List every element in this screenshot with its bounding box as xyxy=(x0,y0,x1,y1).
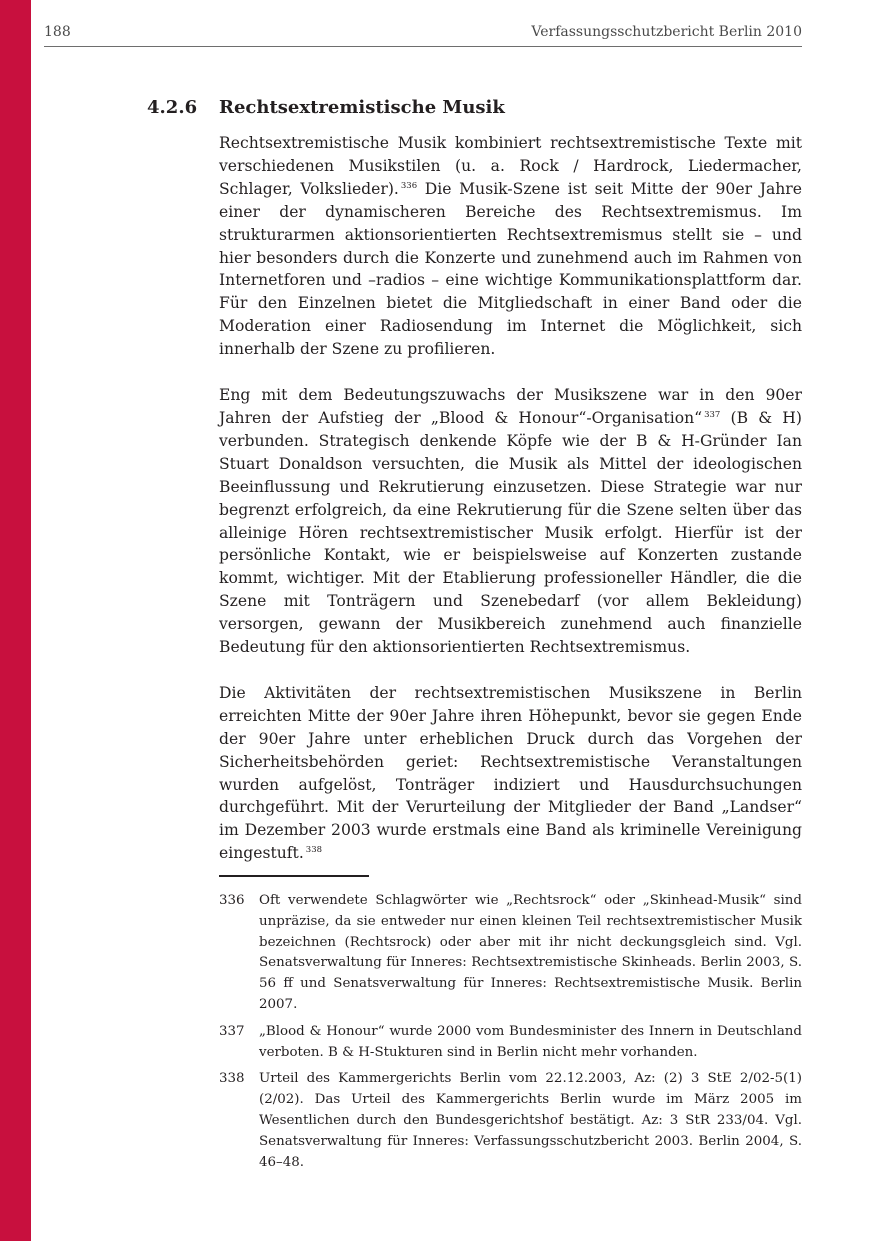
footnote-number: 337 xyxy=(219,1023,245,1039)
paragraph-1: Rechtsextremistische Musik kombiniert rechtsextremistische Texte mit verschiedenen Musikstilen (u. a. Rock / Hardrock, Liedermacher, Schlager, Volkslieder). $^{336}$ Die Musik-Szene ist seit Mitte der 90er Jahre einer der dynamischeren Bereiche des Rechtsextremismus. Im strukturarmen aktionsorientierten Rechtsextremismus stellt sie – und hier besonders durch die Konzerte und zunehmend auch im Rahmen von Internetforen und –radios – eine wichtige Kommunikationsplattform dar. Für den Einzelnen bietet die Mitgliedschaft in einer Band oder die Moderation einer Radiosendung im Internet die Möglichkeit, sich innerhalb der Szene zu profilieren. xyxy=(219,134,802,359)
paragraph-3: Die Aktivitäten der rechtsextremistischen Musikszene in Berlin erreichten Mitte der 90er Jahre ihren Höhepunkt, bevor sie gegen Ende der 90er Jahre unter erheblichen Druck durch das Vorgehen der Sicherheitsbehörden geriet: Rechtsextremistische Veranstaltungen wurden aufgelöst, Tonträger indiziert und Hausdurchsuchungen durchgeführt. Mit der Verurteilung der Mitglieder der Band „Landser“ im Dezember 2003 wurde erstmals eine Band als kriminelle Vereinigung eingestuft. $^{338}$ xyxy=(219,683,802,863)
footnote-number: 338 xyxy=(219,1071,245,1087)
footnote-336 xyxy=(219,891,802,1016)
left-color-stripe xyxy=(0,0,31,1241)
body-text xyxy=(219,132,802,888)
footnote-number: 336 xyxy=(219,893,245,908)
section-number: 4.2.6 xyxy=(147,97,198,118)
page-header xyxy=(44,24,802,47)
section-title: Rechtsextremistische Musik xyxy=(219,97,505,118)
footnote-ref-338[interactable]: 338 xyxy=(305,845,323,856)
footnote-text: Urteil des Kammergerichts Berlin vom 22.12.2003, Az: (2) 3 StE 2/02-5(1) (2/02). Das Urteil des Kammergerichts Berlin wurde im März 2005 im Wesentlichen durch den Bundesgerichtshof bestätigt. Az: 3 StR 233/04. Vgl. Senatsverwaltung für Inneres: Verfassungsschutzbericht 2003. Berlin 2004, S. 46–48. xyxy=(259,1071,802,1170)
footnote-ref-337[interactable]: 337 xyxy=(704,409,721,420)
footnotes xyxy=(219,891,802,1179)
section-heading xyxy=(147,97,505,118)
page-number: 188 xyxy=(44,24,71,40)
footnote-text: „Blood & Honour“ wurde 2000 vom Bundesminister des Innern in Deutschland verboten. B & H-Stukturen sind in Berlin nicht mehr vorhanden. xyxy=(259,1023,802,1060)
footnote-ref-336[interactable]: 336 xyxy=(400,180,418,191)
paragraph-2: Eng mit dem Bedeutungszuwachs der Musikszene war in den 90er Jahren der Aufstieg der „Blood & Honour“-Organisation“ $^{337}$ (B & H) verbunden. Strategisch denkende Köpfe wie der B & H-Gründer Ian Stuart Donaldson versuchten, die Musik als Mittel der ideologischen Beeinflussung und Rekrutierung einzusetzen. Diese Strategie war nur begrenzt erfolgreich, da eine Rekrutierung für die Szene selten über das alleinige Hören rechtsextremistischer Musik erfolgt. Hierfür ist der persönliche Kontakt, wie er beispielsweise auf Konzerten zustande kommt, wichtiger. Mit der Etablierung professioneller Händler, die die Szene mit Tonträgern und Szenebedarf (vor allem Bekleidung) versorgen, gewann der Musikbereich zunehmend auch finanzielle Bedeutung für den aktionsorientierten Rechtsextremismus. xyxy=(219,386,802,657)
footnote-divider xyxy=(219,875,369,877)
running-title: Verfassungsschutzbericht Berlin 2010 xyxy=(531,24,802,40)
footnote-text: Oft verwendete Schlagwörter wie „Rechtsrock“ oder „Skinhead-Musik“ sind unpräzise, da sie entweder nur einen kleinen Teil rechtsextremistischer Musik bezeichnen (Rechtsrock) oder aber mit ihr nicht deckungsgleich sind. Vgl. Senatsverwaltung für Inneres: Rechtsextremistische Skinheads. Berlin 2003, S. 56 ff und Senatsverwaltung für Inneres: Rechtsextremistische Musik. Berlin 2007. xyxy=(259,893,802,1012)
footnote-337 xyxy=(219,1022,802,1064)
footnote-338 xyxy=(219,1069,802,1173)
